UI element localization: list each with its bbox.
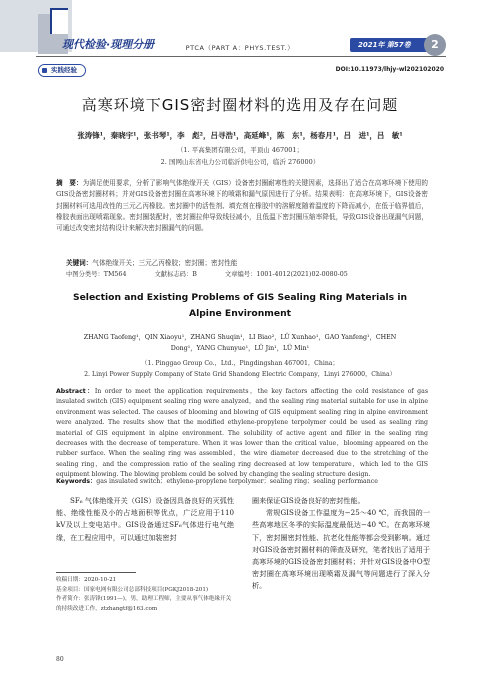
body-paragraph: 常规GIS设备工作温度为−25～40 ℃，而我国的一些高寒地区冬季的实际温度最低达−40 ℃。在高寒环境下，密封圈密封性能、抗老化性能等都会受到影响。通过对GIS设备密封圈材料的筛查及研究，笔者找出了适用于高寒环境的GIS设备密封圈材料；并针对GIS设备中O型密封圈在高寒环境出现喷霜及漏气等问题进行了深入分析。 [252, 508, 430, 591]
doc-code: 文献标志码：B [154, 271, 197, 278]
issue-number-badge: 2 [424, 34, 446, 56]
title-en-text: Selection and Existing Problems of GIS Sealing Ring Materials in Alpine Environment [72, 292, 408, 319]
page-number: 80 [56, 656, 64, 663]
keywords-en-label: Keywords： [56, 478, 97, 485]
keywords-en [56, 476, 436, 485]
article-number: 文章编号：1001-4012(2021)02-0080-05 [224, 271, 348, 278]
affiliation-cn-2: 2. 国网山东省电力公司临沂供电公司，临沂 276000） [160, 158, 320, 166]
authors-cn: 张涛锋¹，秦晓宇¹，张书琴¹，李 彪²，吕寻浩¹，高延峰¹，陈 东¹，杨春月¹，吕 进¹，吕 敏¹ [77, 131, 403, 140]
abstract-cn [56, 178, 428, 234]
header-divider [36, 56, 446, 57]
affiliation-en-2: 2. Linyi Power Supply Company of State Grid Shandong Electric Company，Linyi 276000，China） [84, 371, 396, 378]
abstract-en-text: In order to meet the application requirements，the key factors affecting the cold resistance of gas insulated switch (GIS) equipment sealing ring were analyzed，and the sealing ring material suitable for use in alpine environment was selected. The causes of blooming and blowing of GIS equipment sealing ring in alpine environment were analyzed. The results show that the modified ethylene-propylene terpolymer could be used as sealing ring material of GIS equipment in alpine environment. The solubility of active agent and filler in the sealing ring decreases with the decrease of temperature. When it was lower than the critical value，blooming appeared on the rubber surface. When the sealing ring was assembled，the wire diameter decreased due to the stretching of the sealing ring，and the compression ratio of the sealing ring decreased at low temperature，which led to the GIS equipment blowing. The blowing problem could be solved by changing the sealing structure design. [56, 388, 428, 479]
affiliation-cn-1: （1. 平高集团有限公司，平顶山 467001； [176, 146, 304, 154]
abstract-en-label: Abstract： [56, 388, 95, 395]
journal-name: PTCA（PART A：PHYS.TEST.） [185, 44, 295, 52]
clc-number: 中图分类号：TM564 [66, 271, 127, 278]
doi: DOI:10.11973/lhjy-wl202102020 [335, 66, 444, 73]
body-column-left [56, 495, 234, 544]
abstract-cn-text: 为满足使用要求，分析了影响气体绝缘开关（GIS）设备密封圈耐寒性的关键因素，选择出了适合在高寒环境下使用的GIS设备密封圈材料；并对GIS设备密封圈在高寒环境下的喷霜和漏气原因进行了分析。结果表明：在高寒环境下，GIS设备密封圈材料可选用改性的三元乙丙橡胶。密封圈中的活性剂、填充剂在橡胶中的溶解度随着温度的下降而减小，在低于临界值后，橡胶表面出现喷霜现象。密封圈装配时，密封圈拉伸导致线径减小，且低温下密封圈压缩率降低，导致GIS设备出现漏气问题，可通过改变密封结构设计来解决密封圈漏气的问题。 [56, 179, 428, 233]
footnote-divider [56, 572, 136, 573]
keywords-en-text: gas insulated switch；ethylene-propylene terpolymer；sealing ring；sealing performance [96, 478, 378, 485]
footnote [56, 576, 236, 614]
page-header [0, 0, 480, 62]
keywords-cn-text: 气体绝缘开关；三元乙丙橡胶；密封圈；密封性能 [92, 259, 238, 267]
body-paragraph: 圈来保证GIS设备良好的密封性能。 [252, 496, 365, 505]
keywords-cn-label: 关键词： [66, 259, 93, 267]
section-tag: 实践经验 [38, 64, 86, 77]
keywords-cn [66, 257, 237, 267]
body-column-right [252, 495, 430, 593]
fund-info: 基金项目：国家电网有限公司总部科技项目(PGKJ2018-201) [56, 586, 209, 593]
abstract-en [56, 387, 428, 481]
body-paragraph: SF₆ 气体绝缘开关（GIS）设备因具备良好的灭弧性能、绝缘性能及小的占地面积等优点，广泛应用于110 kV及以上变电站中。GIS设备通过SF₆气体进行电气绝缘，在工程应用中，可以通过加装密封 [56, 496, 234, 542]
authors-en: ZHANG Taofeng¹，QIN Xiaoyu¹，ZHANG Shuqin¹，LI Biao²，LÜ Xunhao¹，GAO Yanfeng¹，CHEN Dong¹，YANG Chunyue¹，LÜ Jin¹，LÜ Min¹ [83, 334, 397, 352]
affiliation-en-1: （1. Pinggao Group Co.，Ltd.，Pingdingshan 467001，China； [141, 360, 339, 367]
issue-label: 2021年 第57卷 [350, 38, 432, 52]
logo-text: 现代检验·现理分册 [62, 38, 155, 51]
abstract-cn-label: 摘 要： [56, 179, 83, 187]
received-date: 收稿日期：2020-10-21 [56, 577, 117, 583]
author-bio: 作者简介：张涛锋(1991—)，男，助理工程师，主要从事气体绝缘开关的持续改进工作，ztzhangtf@163.com [56, 596, 232, 612]
title-cn: 高寒环境下GIS密封圈材料的选用及存在问题 [81, 96, 399, 114]
meta-cn [66, 269, 374, 278]
title-en [0, 290, 480, 322]
